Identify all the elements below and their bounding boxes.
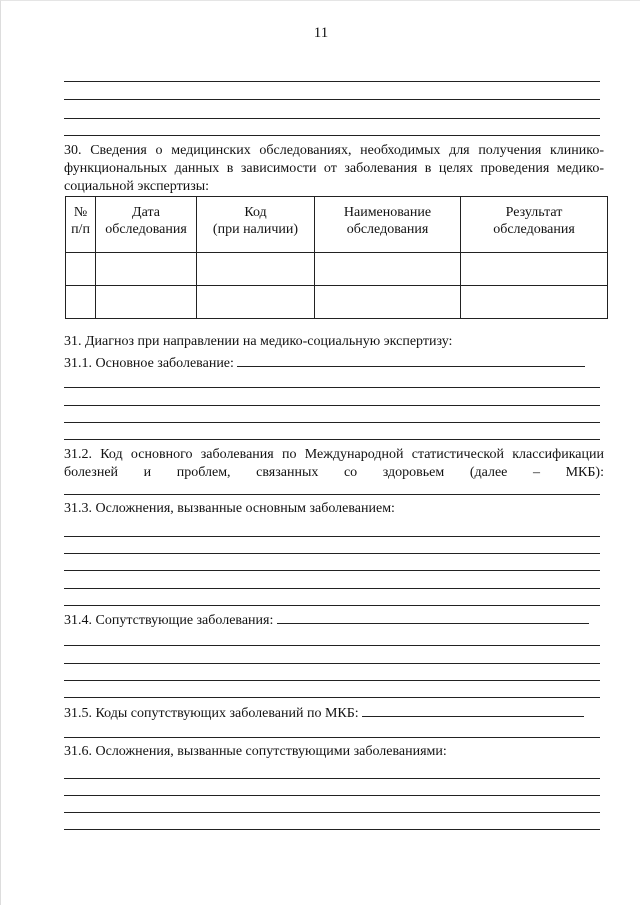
table-row (66, 286, 608, 319)
word: связанных (256, 465, 319, 480)
blank-line (64, 135, 600, 136)
table-cell[interactable] (315, 286, 461, 319)
section-30-text-line: 30. Сведения о медицинских обследованиях, необходимых для получения клинико- (64, 143, 604, 158)
blank-line[interactable] (64, 405, 600, 406)
header-line: п/п (71, 222, 90, 237)
table-cell[interactable] (197, 253, 315, 286)
header-line: обследования (346, 222, 429, 237)
header-line: (при наличии) (212, 222, 299, 237)
section-31-1-row (64, 354, 604, 373)
header-line: Дата (132, 205, 160, 220)
header-line: № (73, 205, 88, 220)
header-code (197, 197, 315, 253)
blank-line[interactable] (64, 829, 600, 830)
examinations-table (65, 196, 608, 319)
header-line: Наименование (343, 205, 432, 220)
table-cell[interactable] (461, 286, 608, 319)
section-31-4-row (64, 611, 604, 630)
blank-line[interactable] (64, 680, 600, 681)
blank-line[interactable] (64, 422, 600, 423)
section-31-5-row (64, 704, 604, 723)
table-header-row (66, 197, 608, 253)
blank-line[interactable] (64, 663, 600, 664)
word: проблем, (176, 465, 231, 480)
section-30-text-line: социальной экспертизы: (64, 179, 210, 194)
table-cell[interactable] (461, 253, 608, 286)
section-31-title: 31. Диагноз при направлении на медико-социальную экспертизу: (64, 334, 453, 349)
blank-line[interactable] (64, 439, 600, 440)
blank-line[interactable] (64, 778, 600, 779)
word: здоровьем (382, 465, 445, 480)
table-cell[interactable] (96, 286, 197, 319)
blank-line (64, 81, 600, 82)
header-line: Код (244, 205, 267, 220)
main-disease-field[interactable] (237, 354, 585, 367)
section-31-2-text-line (64, 464, 604, 482)
blank-line[interactable] (64, 645, 600, 646)
table-cell[interactable] (96, 253, 197, 286)
header-line: обследования (105, 222, 187, 237)
header-line: обследования (493, 222, 575, 237)
blank-line[interactable] (64, 812, 600, 813)
table-cell[interactable] (315, 253, 461, 286)
blank-line[interactable] (64, 536, 600, 537)
page-number: 11 (313, 25, 329, 41)
section-31-5-label: 31.5. Коды сопутствующих заболеваний по МКБ: (64, 706, 359, 721)
comorbidities-icd-field[interactable] (362, 704, 584, 717)
blank-line[interactable] (64, 387, 600, 388)
word: – (532, 465, 540, 480)
table-cell[interactable] (197, 286, 315, 319)
blank-line[interactable] (64, 605, 600, 606)
header-name (315, 197, 461, 253)
blank-line (64, 99, 600, 100)
section-31-2-text-line: 31.2. Код основного заболевания по Международной статистической классификации (64, 447, 604, 462)
table-cell[interactable] (66, 253, 96, 286)
table-cell[interactable] (66, 286, 96, 319)
word: и (143, 465, 152, 480)
word: (далее (469, 465, 508, 480)
comorbidities-field[interactable] (277, 611, 589, 624)
blank-line[interactable] (64, 737, 600, 738)
table-row (66, 253, 608, 286)
word: со (343, 465, 358, 480)
blank-line (64, 118, 600, 119)
header-result (461, 197, 608, 253)
word: болезней (64, 465, 119, 480)
blank-line[interactable] (64, 588, 600, 589)
section-31-6-label: 31.6. Осложнения, вызванные сопутствующими заболеваниями: (64, 744, 447, 759)
header-date (96, 197, 197, 253)
header-line: Результат (505, 205, 563, 220)
section-30-text-line: функциональных данных в зависимости от заболевания в целях проведения медико- (64, 161, 604, 176)
header-number (66, 197, 96, 253)
section-31-1-label: 31.1. Основное заболевание: (64, 356, 234, 371)
icd-code-field[interactable] (64, 494, 600, 495)
section-31-4-label: 31.4. Сопутствующие заболевания: (64, 613, 274, 628)
blank-line[interactable] (64, 570, 600, 571)
blank-line[interactable] (64, 795, 600, 796)
section-31-3-label: 31.3. Осложнения, вызванные основным заболеванием: (64, 501, 395, 516)
blank-line[interactable] (64, 553, 600, 554)
blank-line[interactable] (64, 697, 600, 698)
word: МКБ): (565, 465, 604, 480)
